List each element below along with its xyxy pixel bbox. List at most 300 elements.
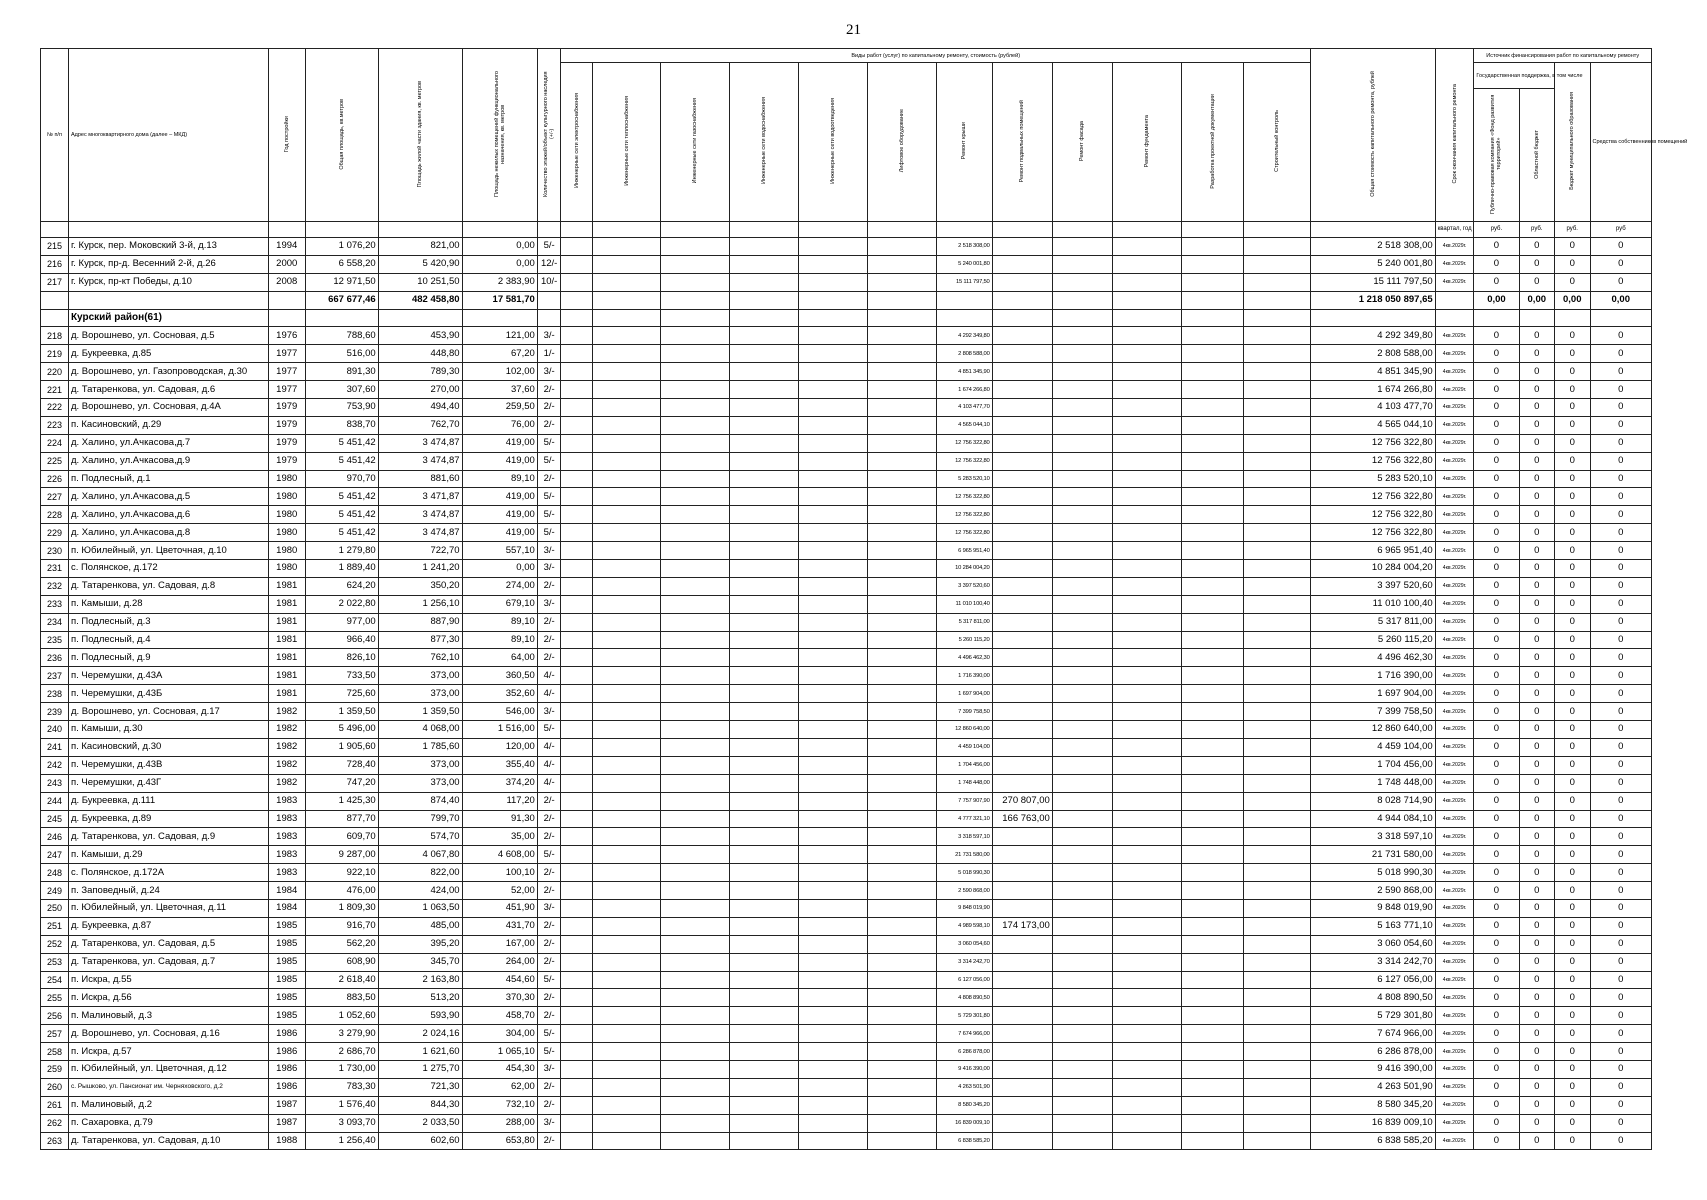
row-fund: 0	[1474, 756, 1519, 774]
row-deadline: 4кв.2029г.	[1435, 327, 1474, 345]
row-address: п. Черемушки, д.43Б	[68, 685, 268, 703]
table-row	[41, 649, 1652, 667]
total-regional: 0,00	[1519, 291, 1554, 309]
row-address: д. Татаренкова, ул. Садовая, д.9	[68, 828, 268, 846]
row-total-area: 1 576,40	[305, 1096, 378, 1114]
row-regional: 0	[1519, 703, 1554, 721]
row-fund: 0	[1474, 864, 1519, 882]
row-owners: 0	[1590, 255, 1652, 273]
row-nonliving-area: 37,60	[462, 381, 537, 399]
row-regional: 0	[1519, 560, 1554, 578]
row-total-area: 733,50	[305, 667, 378, 685]
row-total-cost: 4 292 349,80	[1310, 327, 1435, 345]
row-owners: 0	[1590, 864, 1652, 882]
row-year: 1980	[268, 542, 305, 560]
row-nonliving-area: 0,00	[462, 238, 537, 256]
row-roof-cost: 4 808 890,50	[936, 989, 992, 1007]
row-living-area: 602,60	[378, 1132, 462, 1150]
row-deadline: 4кв.2029г.	[1435, 524, 1474, 542]
row-roof-cost: 5 317 811,00	[936, 613, 992, 631]
row-regional: 0	[1519, 506, 1554, 524]
row-owners: 0	[1590, 363, 1652, 381]
row-floors: 2/-	[537, 416, 561, 434]
row-owners: 0	[1590, 774, 1652, 792]
table-body-top	[41, 238, 1652, 292]
unit-deadline: квартал, год	[1435, 222, 1474, 238]
row-municipal: 0	[1555, 595, 1590, 613]
row-nonliving-area: 304,00	[462, 1025, 537, 1043]
row-nonliving-area: 0,00	[462, 255, 537, 273]
row-regional: 0	[1519, 882, 1554, 900]
row-roof-cost: 2 590 868,00	[936, 882, 992, 900]
table-row	[41, 685, 1652, 703]
row-roof-cost: 4 263 501,90	[936, 1078, 992, 1096]
row-floors: 2/-	[537, 953, 561, 971]
row-basement-cost	[992, 273, 1052, 291]
row-deadline: 4кв.2029г.	[1435, 703, 1474, 721]
row-nonliving-area: 259,50	[462, 399, 537, 417]
row-nonliving-area: 360,50	[462, 667, 537, 685]
row-basement-cost	[992, 488, 1052, 506]
table-row	[41, 738, 1652, 756]
row-roof-cost: 3 314 242,70	[936, 953, 992, 971]
row-total-cost: 6 127 056,00	[1310, 971, 1435, 989]
row-address: д. Букреевка, д.87	[68, 917, 268, 935]
row-total-cost: 11 010 100,40	[1310, 595, 1435, 613]
row-owners: 0	[1590, 381, 1652, 399]
row-number: 248	[41, 864, 69, 882]
row-number: 256	[41, 1007, 69, 1025]
header-work-sewer: Инженерные сети водоотведения	[829, 98, 836, 184]
table-row	[41, 846, 1652, 864]
row-floors: 4/-	[537, 774, 561, 792]
row-fund: 0	[1474, 828, 1519, 846]
row-fund: 0	[1474, 255, 1519, 273]
row-municipal: 0	[1555, 363, 1590, 381]
total-fund: 0,00	[1474, 291, 1519, 309]
table-row	[41, 953, 1652, 971]
row-living-area: 1 241,20	[378, 560, 462, 578]
row-year: 1985	[268, 1007, 305, 1025]
row-number: 244	[41, 792, 69, 810]
row-municipal: 0	[1555, 1078, 1590, 1096]
row-living-area: 5 420,90	[378, 255, 462, 273]
row-owners: 0	[1590, 703, 1652, 721]
row-roof-cost: 21 731 580,00	[936, 846, 992, 864]
row-year: 1985	[268, 989, 305, 1007]
row-fund: 0	[1474, 631, 1519, 649]
row-owners: 0	[1590, 452, 1652, 470]
row-nonliving-area: 274,00	[462, 577, 537, 595]
row-fund: 0	[1474, 971, 1519, 989]
row-floors: 2/-	[537, 792, 561, 810]
row-basement-cost	[992, 399, 1052, 417]
row-roof-cost: 4 459 104,00	[936, 738, 992, 756]
row-year: 1980	[268, 560, 305, 578]
row-living-area: 2 024,16	[378, 1025, 462, 1043]
row-regional: 0	[1519, 255, 1554, 273]
row-roof-cost: 12 860 640,00	[936, 721, 992, 739]
row-living-area: 270,00	[378, 381, 462, 399]
table-totals	[41, 291, 1652, 327]
row-year: 1986	[268, 1078, 305, 1096]
row-municipal: 0	[1555, 488, 1590, 506]
row-floors: 3/-	[537, 327, 561, 345]
row-owners: 0	[1590, 238, 1652, 256]
table-row	[41, 345, 1652, 363]
row-year: 1986	[268, 1043, 305, 1061]
header-work-design: Разработка проектной документации	[1209, 93, 1216, 189]
row-regional: 0	[1519, 899, 1554, 917]
table-row	[41, 1043, 1652, 1061]
row-number: 247	[41, 846, 69, 864]
table-header	[41, 49, 1688, 238]
row-year: 1977	[268, 363, 305, 381]
row-living-area: 373,00	[378, 756, 462, 774]
row-deadline: 4кв.2029г.	[1435, 488, 1474, 506]
row-deadline: 4кв.2029г.	[1435, 577, 1474, 595]
row-basement-cost	[992, 1007, 1052, 1025]
row-deadline: 4кв.2029г.	[1435, 1043, 1474, 1061]
row-number: 229	[41, 524, 69, 542]
row-total-cost: 3 060 054,60	[1310, 935, 1435, 953]
unit-regional: руб.	[1519, 222, 1554, 238]
table-row	[41, 631, 1652, 649]
header-work-roof: Ремонт крыши	[961, 122, 968, 160]
row-roof-cost: 1 704 456,00	[936, 756, 992, 774]
row-address: п. Подлесный, д.1	[68, 470, 268, 488]
row-fund: 0	[1474, 810, 1519, 828]
header-floors: Количество этажей/объект культурного наследия (+/-)	[543, 71, 556, 197]
row-total-cost: 12 756 322,80	[1310, 506, 1435, 524]
table-row	[41, 1025, 1652, 1043]
row-number: 217	[41, 273, 69, 291]
row-total-area: 476,00	[305, 882, 378, 900]
row-number: 245	[41, 810, 69, 828]
table-row	[41, 255, 1652, 273]
row-fund: 0	[1474, 667, 1519, 685]
row-basement-cost	[992, 989, 1052, 1007]
header-work-elevator: Лифтовое оборудование	[898, 109, 905, 173]
row-floors: 4/-	[537, 738, 561, 756]
row-deadline: 4кв.2029г.	[1435, 399, 1474, 417]
row-year: 1985	[268, 953, 305, 971]
header-state-support: Государственная поддержка, в том числе	[1474, 63, 1555, 89]
table-row	[41, 595, 1652, 613]
row-fund: 0	[1474, 542, 1519, 560]
row-deadline: 4кв.2029г.	[1435, 273, 1474, 291]
row-total-area: 1 052,60	[305, 1007, 378, 1025]
row-nonliving-area: 89,10	[462, 613, 537, 631]
row-floors: 5/-	[537, 434, 561, 452]
header-work-heating: Инженерные сети теплоснабжения	[623, 96, 630, 186]
row-living-area: 822,00	[378, 864, 462, 882]
row-municipal: 0	[1555, 238, 1590, 256]
row-roof-cost: 5 283 520,10	[936, 470, 992, 488]
row-owners: 0	[1590, 1043, 1652, 1061]
row-number: 259	[41, 1060, 69, 1078]
row-floors: 5/-	[537, 1025, 561, 1043]
row-total-cost: 12 860 640,00	[1310, 721, 1435, 739]
row-year: 1984	[268, 882, 305, 900]
table-row	[41, 381, 1652, 399]
row-nonliving-area: 458,70	[462, 1007, 537, 1025]
row-total-cost: 6 286 878,00	[1310, 1043, 1435, 1061]
row-basement-cost	[992, 703, 1052, 721]
row-fund: 0	[1474, 399, 1519, 417]
row-owners: 0	[1590, 1025, 1652, 1043]
row-deadline: 4кв.2029г.	[1435, 810, 1474, 828]
row-total-cost: 5 240 001,80	[1310, 255, 1435, 273]
row-total-cost: 8 028 714,90	[1310, 792, 1435, 810]
row-address: п. Искра, д.56	[68, 989, 268, 1007]
row-nonliving-area: 653,80	[462, 1132, 537, 1150]
row-owners: 0	[1590, 738, 1652, 756]
row-owners: 0	[1590, 524, 1652, 542]
row-total-cost: 7 674 966,00	[1310, 1025, 1435, 1043]
row-living-area: 453,90	[378, 327, 462, 345]
header-num: № п/п	[41, 49, 69, 222]
row-owners: 0	[1590, 1114, 1652, 1132]
row-total-cost: 1 697 904,00	[1310, 685, 1435, 703]
row-basement-cost: 166 763,00	[992, 810, 1052, 828]
row-municipal: 0	[1555, 470, 1590, 488]
row-owners: 0	[1590, 560, 1652, 578]
table-row	[41, 774, 1652, 792]
row-address: д. Халино, ул.Ачкасова,д.5	[68, 488, 268, 506]
row-owners: 0	[1590, 506, 1652, 524]
row-owners: 0	[1590, 917, 1652, 935]
row-deadline: 4кв.2029г.	[1435, 649, 1474, 667]
row-total-area: 5 451,42	[305, 506, 378, 524]
row-regional: 0	[1519, 470, 1554, 488]
total-municipal: 0,00	[1555, 291, 1590, 309]
table-row	[41, 882, 1652, 900]
row-fund: 0	[1474, 273, 1519, 291]
row-nonliving-area: 102,00	[462, 363, 537, 381]
row-floors: 2/-	[537, 917, 561, 935]
row-municipal: 0	[1555, 255, 1590, 273]
table-row	[41, 935, 1652, 953]
row-living-area: 574,70	[378, 828, 462, 846]
row-living-area: 395,20	[378, 935, 462, 953]
row-total-cost: 1 674 266,80	[1310, 381, 1435, 399]
row-nonliving-area: 91,30	[462, 810, 537, 828]
row-address: п. Подлесный, д.4	[68, 631, 268, 649]
row-nonliving-area: 264,00	[462, 953, 537, 971]
row-number: 258	[41, 1043, 69, 1061]
row-address: д. Татаренкова, ул. Садовая, д.5	[68, 935, 268, 953]
row-total-cost: 16 839 009,10	[1310, 1114, 1435, 1132]
row-deadline: 4кв.2029г.	[1435, 667, 1474, 685]
table-row	[41, 273, 1652, 291]
row-deadline: 4кв.2029г.	[1435, 434, 1474, 452]
row-year: 1988	[268, 1132, 305, 1150]
row-regional: 0	[1519, 828, 1554, 846]
row-regional: 0	[1519, 1132, 1554, 1150]
row-basement-cost	[992, 1132, 1052, 1150]
header-work-foundation: Ремонт фундамента	[1143, 114, 1150, 168]
row-number: 232	[41, 577, 69, 595]
table-row	[41, 1078, 1652, 1096]
row-number: 225	[41, 452, 69, 470]
table-row	[41, 1132, 1652, 1150]
row-nonliving-area: 2 383,90	[462, 273, 537, 291]
row-regional: 0	[1519, 631, 1554, 649]
row-municipal: 0	[1555, 524, 1590, 542]
row-total-cost: 2 518 308,00	[1310, 238, 1435, 256]
row-floors: 3/-	[537, 595, 561, 613]
header-nonliving-area: Площадь нежилых помещений функционального назначения, кв. метров	[493, 71, 506, 197]
row-nonliving-area: 1 516,00	[462, 721, 537, 739]
row-municipal: 0	[1555, 345, 1590, 363]
row-owners: 0	[1590, 1078, 1652, 1096]
row-fund: 0	[1474, 327, 1519, 345]
row-total-cost: 5 317 811,00	[1310, 613, 1435, 631]
row-living-area: 373,00	[378, 774, 462, 792]
table-row	[41, 721, 1652, 739]
row-number: 218	[41, 327, 69, 345]
row-roof-cost: 5 240 001,80	[936, 255, 992, 273]
row-regional: 0	[1519, 613, 1554, 631]
row-total-cost: 4 851 345,90	[1310, 363, 1435, 381]
row-address: д. Татаренкова, ул. Садовая, д.7	[68, 953, 268, 971]
row-owners: 0	[1590, 792, 1652, 810]
row-year: 1983	[268, 810, 305, 828]
row-nonliving-area: 89,10	[462, 470, 537, 488]
row-nonliving-area: 431,70	[462, 917, 537, 935]
row-number: 233	[41, 595, 69, 613]
row-floors: 2/-	[537, 1096, 561, 1114]
row-municipal: 0	[1555, 613, 1590, 631]
row-total-area: 3 093,70	[305, 1114, 378, 1132]
row-address: д. Халино, ул.Ачкасова,д.8	[68, 524, 268, 542]
row-deadline: 4кв.2029г.	[1435, 381, 1474, 399]
row-address: д. Букреевка, д.111	[68, 792, 268, 810]
row-municipal: 0	[1555, 1114, 1590, 1132]
row-municipal: 0	[1555, 452, 1590, 470]
row-total-area: 5 451,42	[305, 434, 378, 452]
row-nonliving-area: 89,10	[462, 631, 537, 649]
row-number: 219	[41, 345, 69, 363]
row-regional: 0	[1519, 935, 1554, 953]
row-owners: 0	[1590, 953, 1652, 971]
row-floors: 3/-	[537, 363, 561, 381]
row-address: п. Малиновый, д.3	[68, 1007, 268, 1025]
row-year: 1986	[268, 1025, 305, 1043]
header-regional: Областной бюджет	[1533, 129, 1540, 179]
row-address: п. Малиновый, д.2	[68, 1096, 268, 1114]
table-row	[41, 506, 1652, 524]
row-year: 1979	[268, 399, 305, 417]
row-living-area: 373,00	[378, 685, 462, 703]
row-address: п. Юбилейный, ул. Цветочная, д.10	[68, 542, 268, 560]
row-fund: 0	[1474, 953, 1519, 971]
row-nonliving-area: 4 608,00	[462, 846, 537, 864]
row-total-area: 1 076,20	[305, 238, 378, 256]
row-roof-cost: 2 808 588,00	[936, 345, 992, 363]
row-nonliving-area: 419,00	[462, 506, 537, 524]
row-floors: 2/-	[537, 577, 561, 595]
row-total-area: 1 256,40	[305, 1132, 378, 1150]
row-address: д. Ворошнево, ул. Сосновая, д.4А	[68, 399, 268, 417]
row-total-cost: 4 459 104,00	[1310, 738, 1435, 756]
row-owners: 0	[1590, 649, 1652, 667]
row-regional: 0	[1519, 846, 1554, 864]
row-total-cost: 12 756 322,80	[1310, 488, 1435, 506]
row-regional: 0	[1519, 810, 1554, 828]
row-roof-cost: 9 848 019,90	[936, 899, 992, 917]
row-living-area: 593,90	[378, 1007, 462, 1025]
table-row	[41, 792, 1652, 810]
row-floors: 5/-	[537, 238, 561, 256]
row-municipal: 0	[1555, 1007, 1590, 1025]
row-basement-cost	[992, 756, 1052, 774]
total-nonliving: 17 581,70	[462, 291, 537, 309]
row-deadline: 4кв.2029г.	[1435, 971, 1474, 989]
row-total-area: 966,40	[305, 631, 378, 649]
row-year: 1977	[268, 345, 305, 363]
page-number: 21	[846, 22, 861, 38]
row-total-cost: 4 944 084,10	[1310, 810, 1435, 828]
row-owners: 0	[1590, 756, 1652, 774]
row-roof-cost: 2 518 308,00	[936, 238, 992, 256]
row-owners: 0	[1590, 667, 1652, 685]
row-address: г. Курск, пр-д. Весенний 2-й, д.26	[68, 255, 268, 273]
row-regional: 0	[1519, 345, 1554, 363]
row-deadline: 4кв.2029г.	[1435, 935, 1474, 953]
row-fund: 0	[1474, 613, 1519, 631]
row-municipal: 0	[1555, 667, 1590, 685]
row-number: 228	[41, 506, 69, 524]
row-roof-cost: 4 851 345,90	[936, 363, 992, 381]
row-year: 1982	[268, 774, 305, 792]
row-total-area: 891,30	[305, 363, 378, 381]
row-floors: 2/-	[537, 935, 561, 953]
row-nonliving-area: 120,00	[462, 738, 537, 756]
row-regional: 0	[1519, 1043, 1554, 1061]
row-regional: 0	[1519, 667, 1554, 685]
row-owners: 0	[1590, 434, 1652, 452]
row-nonliving-area: 419,00	[462, 488, 537, 506]
row-basement-cost	[992, 577, 1052, 595]
row-basement-cost	[992, 1060, 1052, 1078]
row-fund: 0	[1474, 1132, 1519, 1150]
row-nonliving-area: 1 065,10	[462, 1043, 537, 1061]
row-total-cost: 4 103 477,70	[1310, 399, 1435, 417]
row-year: 1986	[268, 1060, 305, 1078]
row-fund: 0	[1474, 1060, 1519, 1078]
row-deadline: 4кв.2029г.	[1435, 238, 1474, 256]
row-total-area: 977,00	[305, 613, 378, 631]
row-owners: 0	[1590, 416, 1652, 434]
row-total-area: 1 359,50	[305, 703, 378, 721]
row-living-area: 1 621,60	[378, 1043, 462, 1061]
row-basement-cost	[992, 649, 1052, 667]
row-total-area: 838,70	[305, 416, 378, 434]
row-floors: 2/-	[537, 399, 561, 417]
row-address: п. Черемушки, д.43Г	[68, 774, 268, 792]
row-total-area: 1 730,00	[305, 1060, 378, 1078]
row-fund: 0	[1474, 649, 1519, 667]
row-address: п. Юбилейный, ул. Цветочная, д.12	[68, 1060, 268, 1078]
row-floors: 3/-	[537, 1114, 561, 1132]
row-living-area: 345,70	[378, 953, 462, 971]
row-living-area: 513,20	[378, 989, 462, 1007]
table-row	[41, 810, 1652, 828]
row-total-area: 3 279,90	[305, 1025, 378, 1043]
row-address: п. Черемушки, д.43А	[68, 667, 268, 685]
